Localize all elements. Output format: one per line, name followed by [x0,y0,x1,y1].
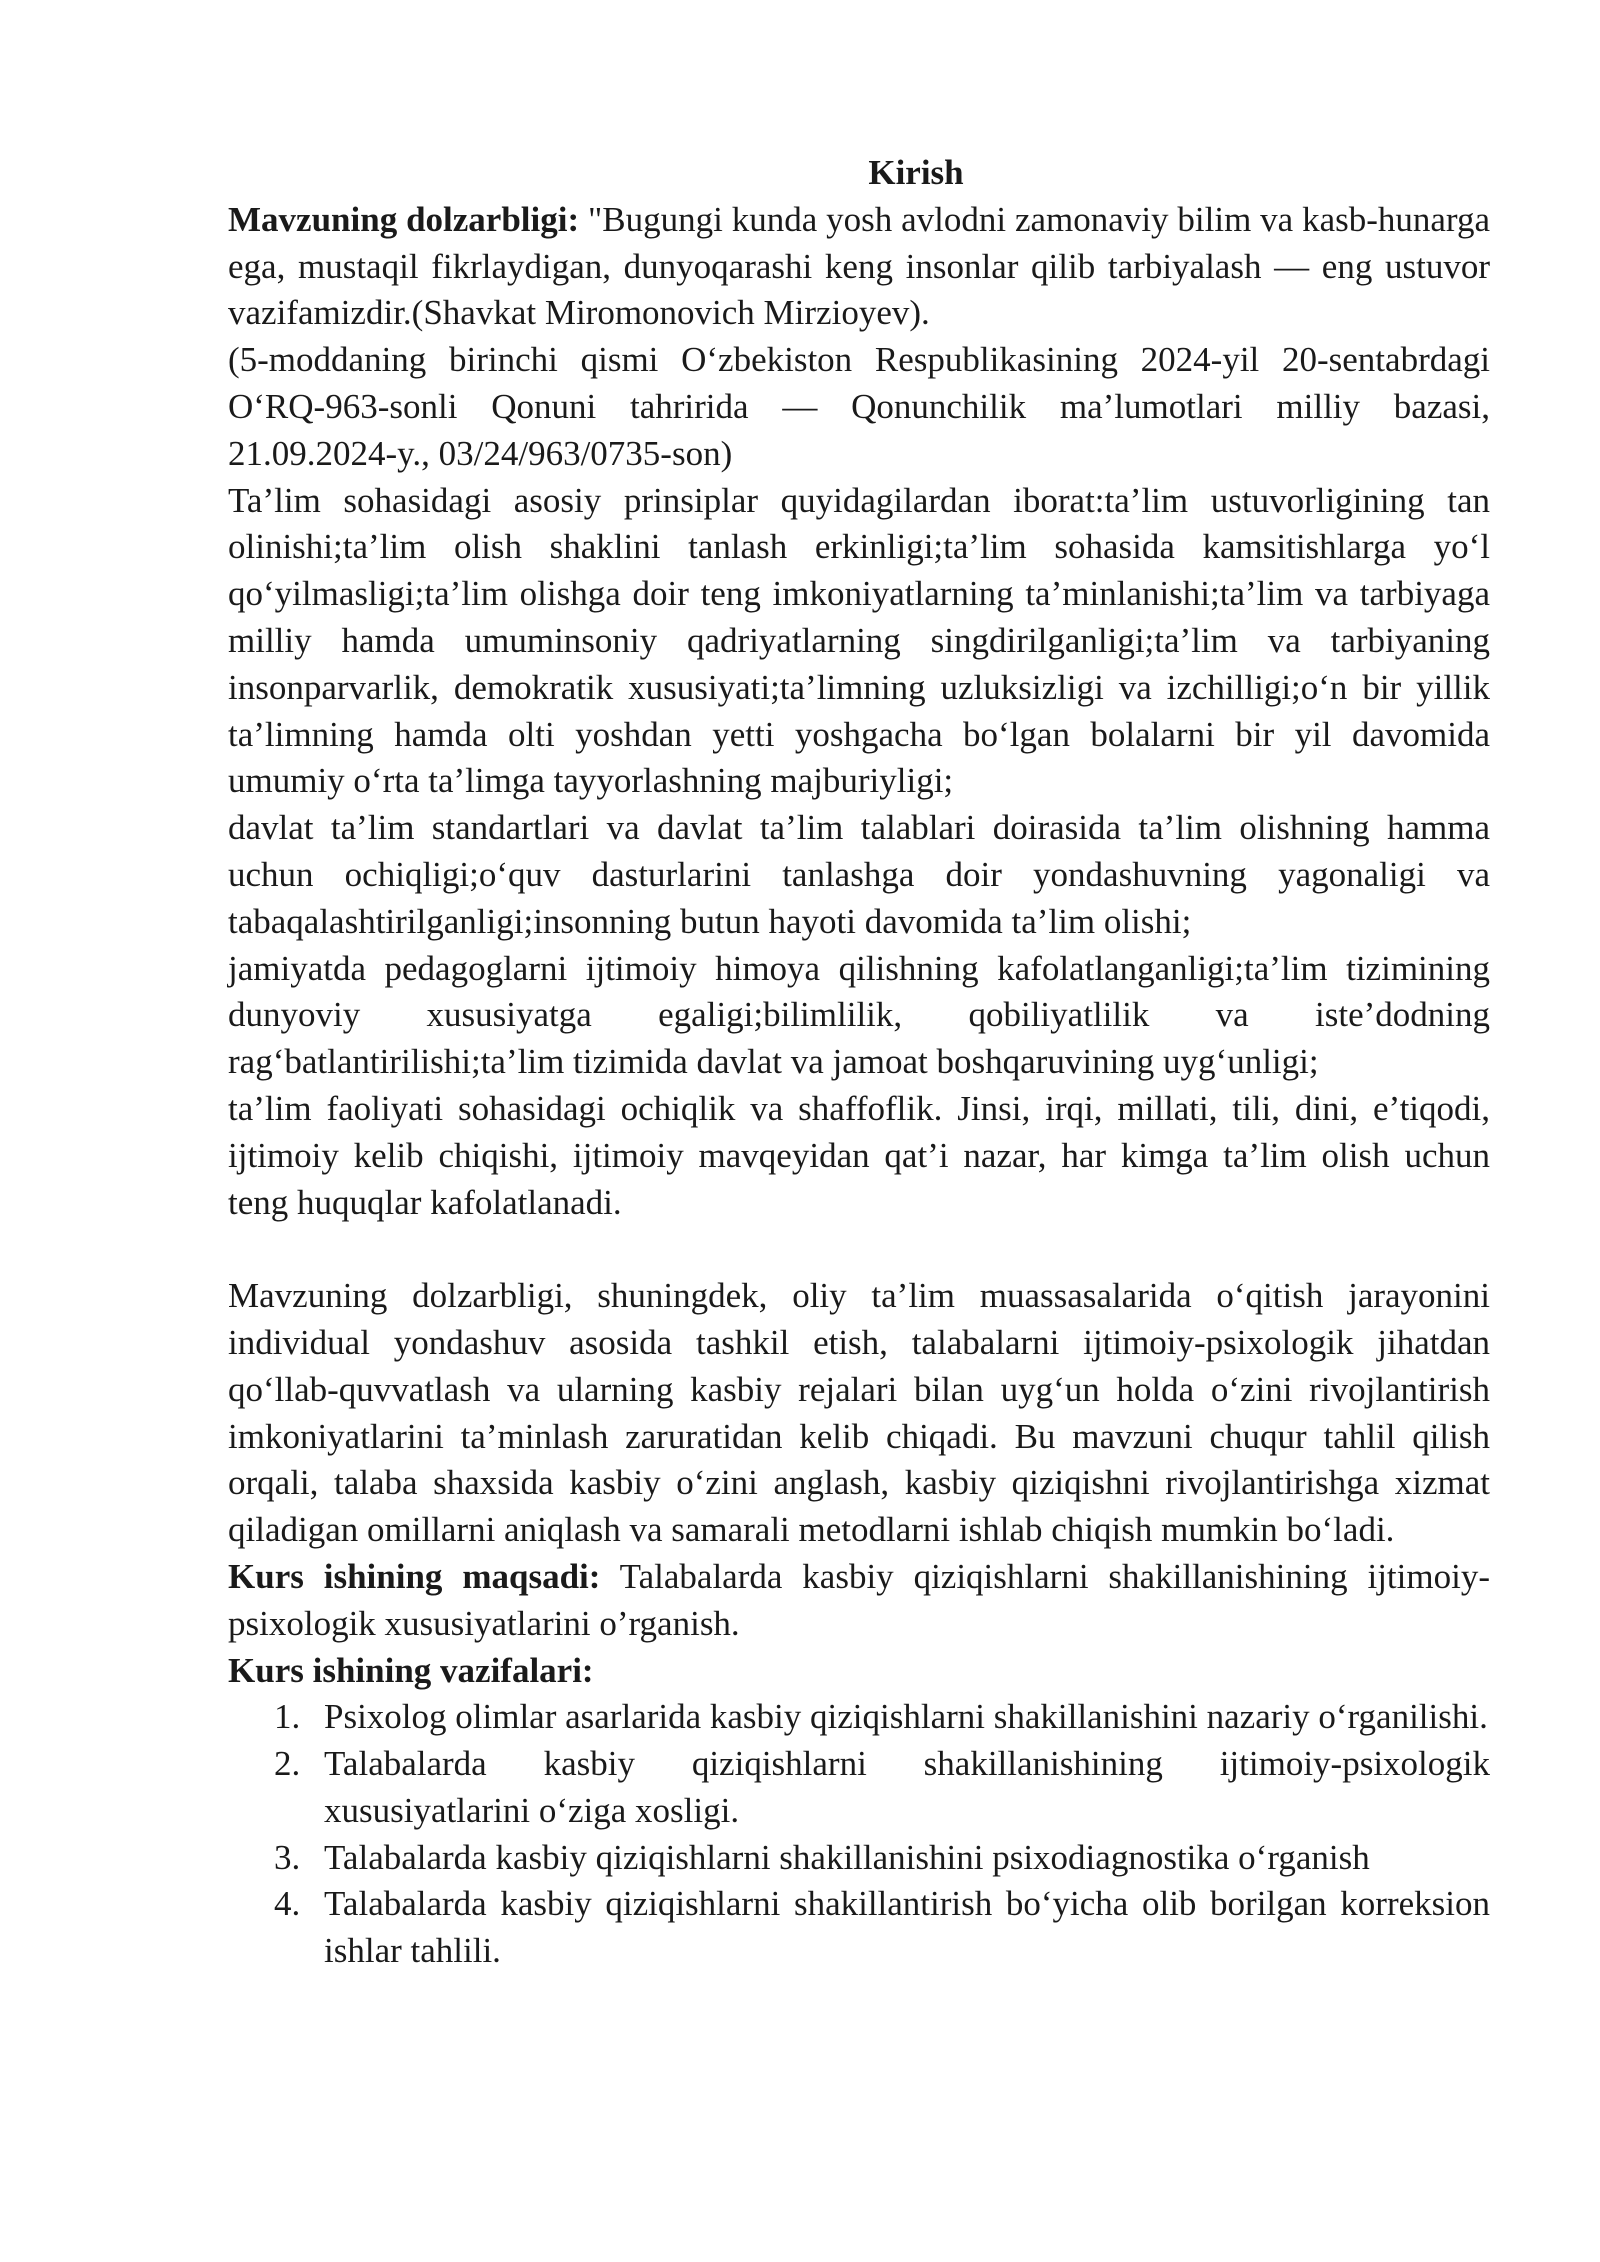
list-item-text: Talabalarda kasbiy qiziqishlarni shakillantirish bo‘yicha olib borilgan korreksion ishlar tahlili. [324,1884,1490,1971]
social-protection-paragraph: jamiyatda pedagoglarni ijtimoiy himoya qilishning kafolatlanganligi;ta’lim tizimining dunyoviy xususiyatga egaligi;bilimlilik, qobiliyatlilik va iste’dodning rag‘batlantirilishi;ta’lim tizimida davlat va jamoat boshqaruvining uyg‘unligi; [228,948,1490,1082]
page-title: Kirish [868,153,964,192]
standards-paragraph: davlat ta’lim standartlari va davlat ta’lim talablari doirasida ta’lim olishning hamma uchun ochiqligi;o‘quv dasturlarini tanlashga doir yondashuvning yagonaligi va tabaqalashtirilganligi;insonning butun hayoti davomida ta’lim olishi; [228,808,1490,941]
relevance-paragraph [228,197,1490,337]
transparency-paragraph: ta’lim faoliyati sohasidagi ochiqlik va shaffoflik. Jinsi, irqi, millati, tili, dini, e’tiqodi, ijtimoiy kelib chiqishi, ijtimoiy mavqeyidan qat’i nazar, har kimga ta’lim olish uchun teng huquqlar kafolatlanadi. [228,1088,1490,1222]
list-item-number: 4. [274,1884,301,1924]
list-item [228,1741,1490,1835]
list-item-number: 1. [274,1697,301,1737]
tasks-heading: Kurs ishining vazifalari: [228,1650,594,1690]
tasks-list [228,1694,1490,1975]
goal-paragraph [228,1554,1490,1648]
principles-paragraph: Ta’lim sohasidagi asosiy prinsiplar quyidagilardan iborat:ta’lim ustuvorligining tan olinishi;ta’lim olish shaklini tanlash erkinligi;ta’lim sohasida kamsitishlarga yo‘l qo‘yilmasligi;ta’lim olishga doir teng imkoniyatlarning ta’minlanishi;ta’lim va tarbiyaga milliy hamda umuminsoniy qadriyatlarning singdirilganligi;ta’lim va tarbiyaning insonparvarlik, demokratik xususiyati;ta’limning uzluksizligi va izchilligi;o‘n bir yillik ta’limning hamda olti yoshdan yetti yoshgacha bo‘lgan bolalarni bir yil davomida umumiy o‘rta ta’limga tayyorlashning majburiyligi; [228,480,1490,801]
list-item-number: 3. [274,1837,301,1877]
relevance-quote: "Bugungi kunda yosh avlodni zamonaviy bilim va kasb-hunarga ega, mustaqil fikrlaydigan, dunyoqarashi keng insonlar qilib tarbiyalash — eng ustuvor vazifamizdir.(Shavkat Miromonovich Mirzioyev). [228,199,1490,333]
list-item-number: 2. [274,1744,301,1784]
list-item [228,1881,1490,1975]
list-item-text: Talabalarda kasbiy qiziqishlarni shakillanishining ijtimoiy-psixologik xususiyatlarini o‘ziga xosligi. [324,1744,1490,1830]
list-item-text: Psixolog olimlar asarlarida kasbiy qiziqishlarni shakillanishini nazariy o‘rganilishi. [324,1697,1488,1737]
list-item-text: Talabalarda kasbiy qiziqishlarni shakillanishini psixodiagnostika o‘rganish [324,1837,1370,1877]
relevance-label: Mavzuning dolzarbligi: [228,199,580,239]
list-item [228,1694,1490,1741]
list-item [228,1835,1490,1882]
paragraph-spacer [228,1226,1490,1273]
goal-label: Kurs ishining maqsadi: [228,1556,601,1596]
law-reference-paragraph: (5-moddaning birinchi qismi O‘zbekiston Respublikasining 2024-yil 20-sentabrdagi O‘RQ-963-sonli Qonuni tahririda — Qonunchilik ma’lumotlari milliy bazasi, 21.09.2024-y., 03/24/963/0735-son) [228,340,1490,473]
relevance-continued-paragraph: Mavzuning dolzarbligi, shuningdek, oliy ta’lim muassasalarida o‘qitish jarayonini individual yondashuv asosida tashkil etish, talabalarni ijtimoiy-psixologik jihatdan qo‘llab-quvvatlash va ularning kasbiy rejalari bilan uyg‘un holda o‘zini rivojlantirish imkoniyatlarini ta’minlash zaruratidan kelib chiqadi. Bu mavzuni chuqur tahlil qilish orqali, talaba shaxsida kasbiy o‘zini anglash, kasbiy qiziqishni rivojlantirishga xizmat qiladigan omillarni aniqlash va samarali metodlarni ishlab chiqish mumkin bo‘ladi. [228,1276,1490,1550]
goal-text: Talabalarda kasbiy qiziqishlarni shakillanishining ijtimoiy-psixologik xususiyatlarini o’rganish. [228,1556,1490,1643]
